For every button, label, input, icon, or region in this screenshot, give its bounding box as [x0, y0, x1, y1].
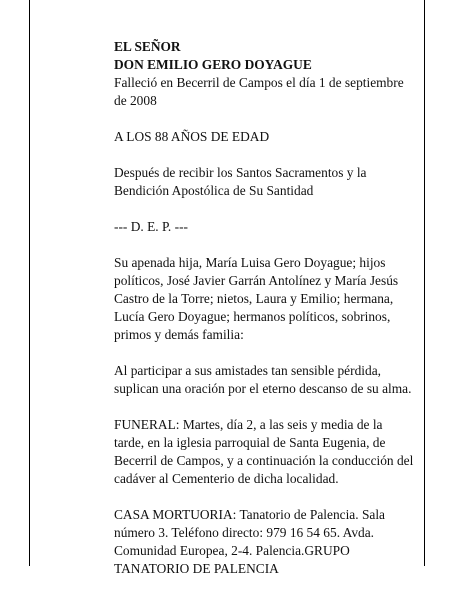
age-text: A LOS 88 AÑOS DE EDAD — [114, 129, 270, 144]
request-line: Al participar a sus amistades tan sensible pérdida, — [114, 363, 381, 378]
obituary-notice — [114, 38, 424, 578]
death-info — [114, 74, 424, 110]
casa-mortuoria-line: número 3. Teléfono directo: 979 16 54 65. Avda. — [114, 525, 375, 540]
family-paragraph — [114, 254, 424, 344]
sacraments-line: Después de recibir los Santos Sacramentos y la — [114, 165, 367, 180]
dep-paragraph — [114, 218, 424, 236]
request-paragraph — [114, 362, 424, 398]
deceased-name: DON EMILIO GERO DOYAGUE — [114, 57, 312, 72]
funeral-line: FUNERAL: Martes, día 2, a las seis y media de la — [114, 417, 383, 432]
family-line: primos y demás familia: — [114, 327, 244, 342]
sacraments-paragraph — [114, 164, 424, 200]
family-line: políticos, José Javier Garrán Antolínez y María Jesús — [114, 273, 399, 288]
dep-text: --- D. E. P. --- — [114, 219, 189, 234]
sacraments-line: Bendición Apostólica de Su Santidad — [114, 183, 314, 198]
family-line: Lucía Gero Doyague; hermanos políticos, sobrinos, — [114, 309, 391, 324]
funeral-line: Becerril de Campos, y a continuación la conducción del — [114, 453, 414, 468]
casa-mortuoria-line: Comunidad Europea, 2-4. Palencia.GRUPO — [114, 543, 350, 558]
casa-mortuoria-line: CASA MORTUORIA: Tanatorio de Palencia. Sala — [114, 507, 385, 522]
funeral-line: tarde, en la iglesia parroquial de Santa Eugenia, de — [114, 435, 386, 450]
header-title: EL SEÑOR — [114, 39, 181, 54]
funeral-line: cadáver al Cementerio de dicha localidad. — [114, 471, 339, 486]
casa-mortuoria-paragraph — [114, 506, 424, 578]
deceased-header — [114, 38, 424, 74]
death-info-line: de 2008 — [114, 93, 157, 108]
family-line: Castro de la Torre; nietos, Laura y Emilio; hermana, — [114, 291, 394, 306]
death-info-line: Falleció en Becerril de Campos el día 1 de septiembre — [114, 75, 404, 90]
casa-mortuoria-line: TANATORIO DE PALENCIA — [114, 561, 279, 576]
request-line: suplican una oración por el eterno descanso de su alma. — [114, 381, 412, 396]
funeral-paragraph — [114, 416, 424, 488]
age-paragraph — [114, 128, 424, 146]
family-line: Su apenada hija, María Luisa Gero Doyague; hijos — [114, 255, 386, 270]
